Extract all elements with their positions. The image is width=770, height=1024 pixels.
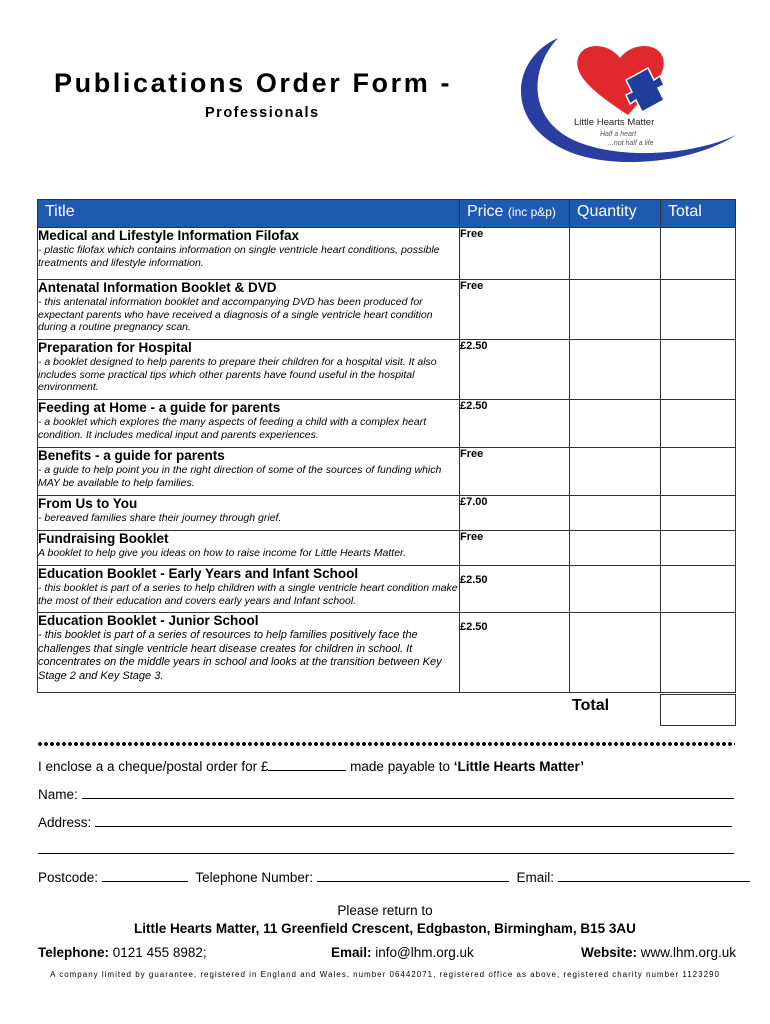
- publication-name: Fundraising Booklet: [38, 531, 169, 546]
- publication-price: £7.00: [460, 496, 570, 531]
- table-row: [38, 531, 736, 566]
- column-header-price: Price (inc p&p): [460, 200, 570, 228]
- address-field-2[interactable]: [38, 840, 734, 854]
- total-cell[interactable]: [661, 448, 736, 496]
- publication-price: £2.50: [460, 400, 570, 448]
- table-row: [38, 448, 736, 496]
- publication-price: Free: [460, 531, 570, 566]
- quantity-cell[interactable]: [570, 613, 661, 693]
- table-row: [38, 400, 736, 448]
- publication-description: - a booklet which explores the many aspects of feeding a child with a complex heart condition. It includes medical input and parents experiences.: [38, 416, 427, 441]
- return-address: Little Hearts Matter, 11 Greenfield Crescent, Edgbaston, Birmingham, B15 3AU: [134, 921, 636, 936]
- publication-price: £2.50: [460, 566, 570, 613]
- svg-text:...not half a life: ...not half a life: [608, 140, 654, 147]
- publication-price: Free: [460, 228, 570, 280]
- quantity-cell[interactable]: [570, 228, 661, 280]
- publication-price: Free: [460, 280, 570, 340]
- publication-name: Education Booklet - Junior School: [38, 613, 259, 628]
- publication-name: From Us to You: [38, 496, 138, 511]
- publication-name: Antenatal Information Booklet & DVD: [38, 280, 277, 295]
- address-field[interactable]: [95, 813, 732, 827]
- publication-description: - a booklet designed to help parents to prepare their children for a hospital visit. It also includes some practical tips which other parents have found useful in the hospital environment.: [38, 356, 437, 393]
- column-header-title: Title: [38, 200, 460, 228]
- publication-name: Medical and Lifestyle Information Filofax: [38, 228, 300, 243]
- address-line-2: [38, 840, 734, 857]
- quantity-cell[interactable]: [570, 531, 661, 566]
- table-row: [38, 228, 736, 280]
- publication-name: Feeding at Home - a guide for parents: [38, 400, 281, 415]
- quantity-cell[interactable]: [570, 566, 661, 613]
- contact-website: Website: www.lhm.org.uk: [581, 945, 737, 960]
- publication-description: - plastic filofax which contains information on single ventricle heart conditions, possible treatments and lifestyle information.: [38, 244, 440, 269]
- quantity-cell[interactable]: [570, 448, 661, 496]
- table-row: [38, 613, 736, 693]
- svg-text:Little Hearts Matter: Little Hearts Matter: [574, 117, 655, 128]
- contact-telephone: Telephone: 0121 455 8982;: [38, 945, 207, 960]
- email-field[interactable]: [558, 868, 750, 882]
- total-cell[interactable]: [661, 531, 736, 566]
- quantity-cell[interactable]: [570, 496, 661, 531]
- cheque-amount-field[interactable]: [268, 757, 346, 771]
- publication-name: Education Booklet - Early Years and Infant School: [38, 566, 359, 581]
- column-header-total: Total: [661, 200, 736, 228]
- cheque-line: I enclose a a cheque/postal order for £ made payable to ‘Little Hearts Matter’: [38, 759, 585, 774]
- total-cell[interactable]: [661, 496, 736, 531]
- total-cell[interactable]: [661, 613, 736, 693]
- publication-price: £2.50: [460, 613, 570, 693]
- grand-total-field[interactable]: [660, 694, 736, 726]
- return-heading: Please return to: [337, 903, 433, 918]
- company-footer: A company limited by guarantee, registered in England and Wales, number 06442071, registered office as above, registered charity number 1123290: [50, 970, 720, 979]
- publication-description: - bereaved families share their journey through grief.: [38, 512, 282, 524]
- table-row: [38, 566, 736, 613]
- table-row: [38, 280, 736, 340]
- dotted-divider: [37, 741, 735, 747]
- table-row: [38, 340, 736, 400]
- total-cell[interactable]: [661, 340, 736, 400]
- postcode-field[interactable]: [102, 868, 188, 882]
- publication-description: A booklet to help give you ideas on how to raise income for Little Hearts Matter.: [38, 547, 407, 559]
- telephone-field[interactable]: [317, 868, 509, 882]
- contact-email: Email: info@lhm.org.uk: [331, 945, 474, 960]
- contact-details-line: Postcode: Telephone Number: Email:: [38, 868, 750, 885]
- svg-text:Half a heart: Half a heart: [600, 131, 637, 138]
- grand-total-label: Total: [572, 697, 610, 714]
- publication-description: - this antenatal information booklet and accompanying DVD has been produced for expectant parents who have received a diagnosis of a single ventricle heart condition during a routine pregnancy scan.: [38, 296, 433, 333]
- name-line: Name:: [38, 785, 734, 802]
- total-cell[interactable]: [661, 228, 736, 280]
- name-field[interactable]: [82, 785, 734, 799]
- publication-price: Free: [460, 448, 570, 496]
- page-subtitle: Professionals: [205, 105, 320, 121]
- quantity-cell[interactable]: [570, 400, 661, 448]
- quantity-cell[interactable]: [570, 280, 661, 340]
- table-row: [38, 496, 736, 531]
- publication-description: - this booklet is part of a series of resources to help families positively face the challenges that single ventricle heart disease creates for children in school. It concentrates on the middle years in school and looks at the transition between Key Stage 2 and Key Stage 3.: [38, 629, 442, 682]
- publication-description: - this booklet is part of a series to help children with a single ventricle heart condition make the most of their education and covers early years and Infant school.: [38, 582, 458, 607]
- little-hearts-matter-logo: [508, 30, 740, 170]
- total-cell[interactable]: [661, 400, 736, 448]
- total-cell[interactable]: [661, 566, 736, 613]
- order-table: [37, 199, 736, 693]
- total-cell[interactable]: [661, 280, 736, 340]
- address-line: Address:: [38, 813, 732, 830]
- publication-name: Benefits - a guide for parents: [38, 448, 225, 463]
- page-title: Publications Order Form -: [54, 68, 453, 98]
- quantity-cell[interactable]: [570, 340, 661, 400]
- column-header-quantity: Quantity: [570, 200, 661, 228]
- publication-name: Preparation for Hospital: [38, 340, 192, 355]
- publication-description: - a guide to help point you in the right direction of some of the sources of funding which MAY be available to help families.: [38, 464, 442, 489]
- publication-price: £2.50: [460, 340, 570, 400]
